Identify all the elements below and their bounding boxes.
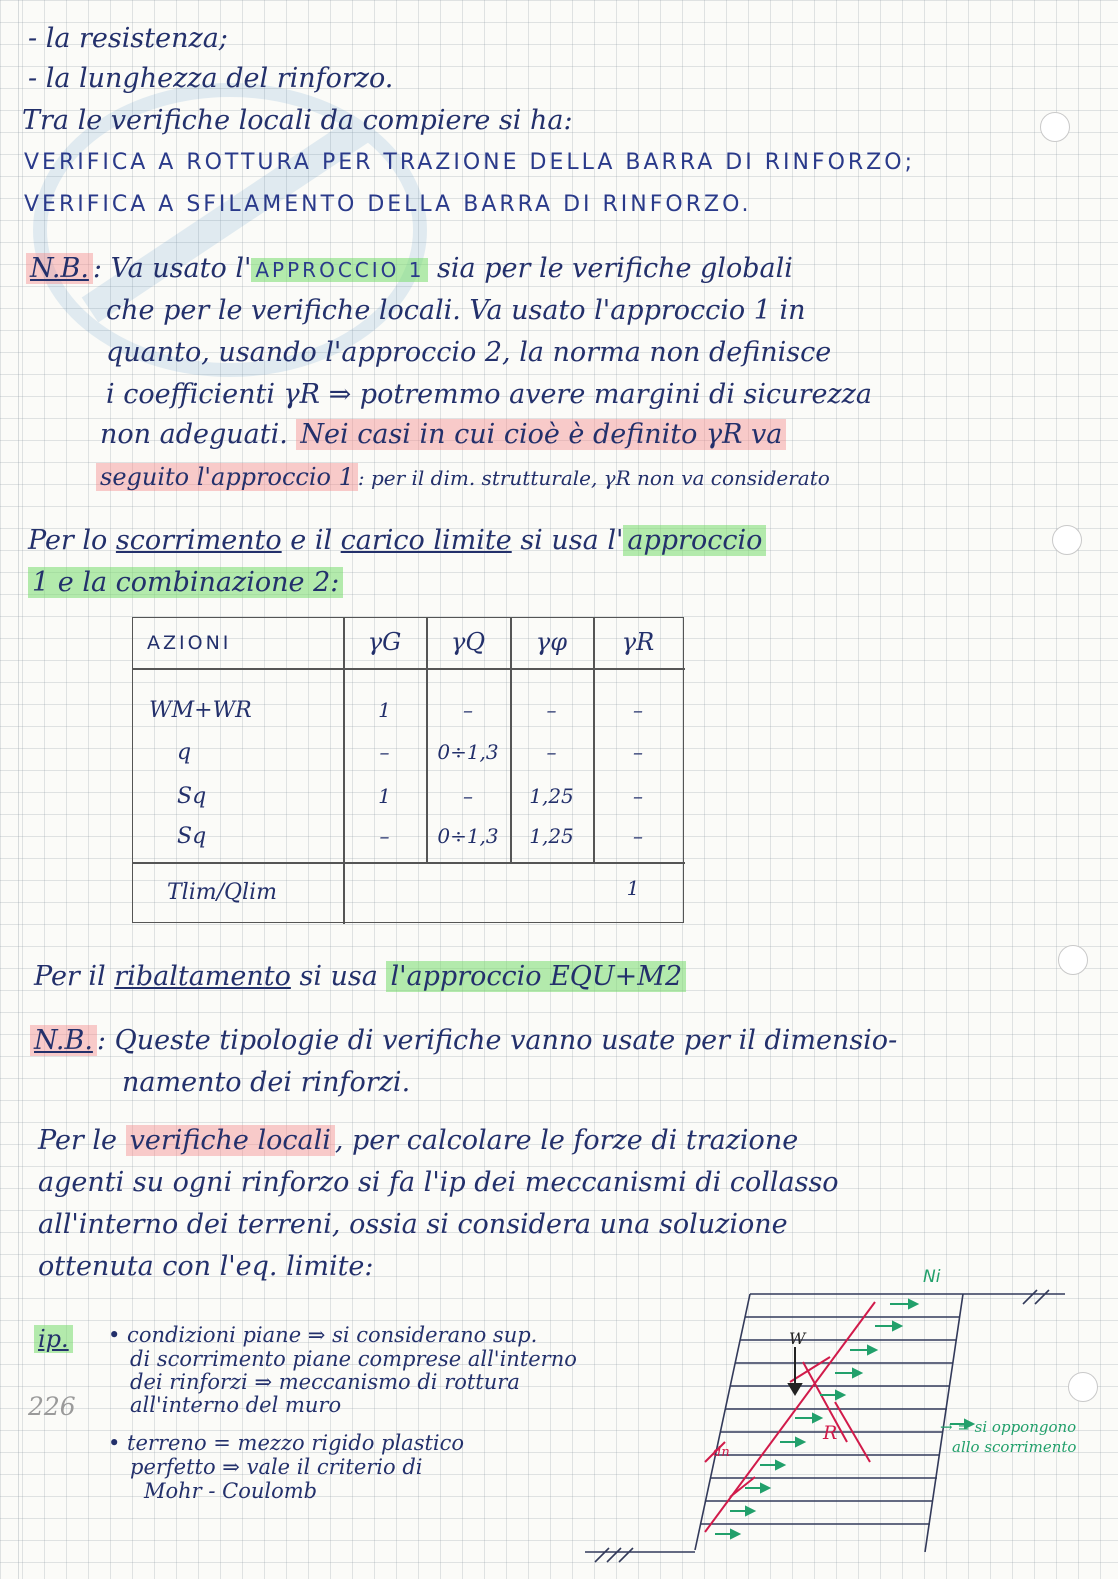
margin-line xyxy=(18,0,19,1579)
nb1-l5-a: non adeguati. xyxy=(100,419,297,450)
nb2-line1 xyxy=(30,1024,897,1058)
ip1-line2: di scorrimento piane comprese all'interno xyxy=(130,1347,577,1371)
header-gamma-r: γR xyxy=(621,628,655,656)
table-hline xyxy=(133,668,685,670)
table-cell: – xyxy=(633,824,643,848)
approccio-1-highlight: APPROCCIO 1 xyxy=(251,258,428,282)
legend-line2: allo scorrimento xyxy=(952,1438,1077,1456)
approccio-highlight: approccio xyxy=(623,525,766,556)
table-cell: – xyxy=(463,784,473,808)
table-cell: 1,25 xyxy=(529,784,574,808)
table-cell: 1 xyxy=(626,876,640,900)
nb2-label: N.B. xyxy=(30,1025,97,1056)
reinforcement-force-arrows xyxy=(715,1300,917,1538)
nb1-l6-b: : per il dim. strutturale, γR non va considerato xyxy=(357,466,830,490)
vl-c: , per calcolare le forze di trazione xyxy=(334,1125,799,1156)
table-cell: – xyxy=(633,740,643,764)
nb1-line1 xyxy=(26,252,793,287)
punch-hole xyxy=(1058,945,1088,975)
ip1-line3: dei rinforzi ⇒ meccanismo di rottura xyxy=(130,1370,520,1394)
nb2-a: : Queste tipologie di verifiche vanno usate per il dimensio- xyxy=(96,1025,898,1056)
ribaltamento-underlined: ribaltamento xyxy=(114,961,291,992)
ip1-line1: • condizioni piane ⇒ si considerano sup. xyxy=(108,1323,538,1347)
ip1-line4: all'interno del muro xyxy=(130,1393,342,1417)
table-cell: – xyxy=(633,698,643,722)
line-resistenza: - la resistenza; xyxy=(28,23,228,54)
table-cell: 0÷1,3 xyxy=(437,740,499,764)
table-cell: Tlim/Qlim xyxy=(167,880,277,905)
ip-label xyxy=(34,1322,73,1356)
line-verifiche-locali: Tra le verifiche locali da compiere si ha: xyxy=(22,105,573,136)
vl-a: Per le xyxy=(38,1125,126,1156)
table-vline xyxy=(343,618,345,924)
table-cell: – xyxy=(633,784,643,808)
sc-a: Per lo xyxy=(28,525,116,556)
header-azioni: AZIONI xyxy=(147,632,232,654)
label-w: W xyxy=(789,1329,806,1348)
table-cell: Sq xyxy=(177,824,207,849)
nb1-text-c: sia per le verifiche globali xyxy=(428,253,793,284)
sc-e: si usa l' xyxy=(511,525,624,556)
punch-hole xyxy=(1040,112,1070,142)
table-cell: q xyxy=(177,740,192,765)
page-number: 226 xyxy=(28,1392,76,1421)
nb2-line2: namento dei rinforzi. xyxy=(122,1067,411,1098)
nb1-line3: quanto, usando l'approccio 2, la norma non definisce xyxy=(106,337,832,368)
header-gamma-phi: γφ xyxy=(535,628,568,656)
rib-a: Per il xyxy=(34,961,115,992)
line-lunghezza: - la lunghezza del rinforzo. xyxy=(28,63,394,94)
verifica-rottura: VERIFICA A ROTTURA PER TRAZIONE DELLA BARRA DI RINFORZO; xyxy=(24,150,915,175)
table-cell: 1 xyxy=(378,784,391,808)
table-cell: – xyxy=(463,698,473,722)
scorrimento-line2 xyxy=(28,566,343,600)
table-cell: – xyxy=(379,740,390,764)
vl-line2: agenti su ogni rinforzo si fa l'ip dei meccanismi di collasso xyxy=(38,1167,839,1198)
table-cell: 1 xyxy=(378,698,391,722)
rib-c: si usa xyxy=(290,961,387,992)
ip2-line2: perfetto ⇒ vale il criterio di xyxy=(130,1455,423,1479)
verifiche-locali-highlight: verifiche locali xyxy=(126,1125,335,1156)
coefficients-table xyxy=(132,617,684,923)
table-cell: 1,25 xyxy=(529,824,574,848)
reinforced-wall-diagram xyxy=(585,1262,1118,1579)
table-cell: Sq xyxy=(177,784,207,809)
ip2-line1: • terreno = mezzo rigido plastico xyxy=(108,1431,465,1455)
table-cell: 0÷1,3 xyxy=(437,824,499,848)
nb1-l5-highlight: Nei casi in cui cioè è definito γR va xyxy=(296,419,786,450)
combinazione-2-highlight: 1 e la combinazione 2: xyxy=(28,567,343,598)
punch-hole xyxy=(1052,525,1082,555)
vl-line1 xyxy=(38,1124,798,1158)
ip-label-highlight: ip. xyxy=(34,1325,73,1353)
scorrimento-underlined: scorrimento xyxy=(115,525,282,556)
vl-line4: ottenuta con l'eq. limite: xyxy=(38,1251,374,1282)
nb1-line5 xyxy=(100,418,786,452)
ip2-line3: Mohr - Coulomb xyxy=(144,1479,318,1503)
weight-arrow xyxy=(789,1347,801,1394)
vl-line3: all'interno dei terreni, ossia si considera una soluzione xyxy=(38,1209,788,1240)
ribaltamento-line xyxy=(34,960,686,994)
table-cell: – xyxy=(546,740,557,764)
label-dn: dn xyxy=(713,1445,730,1460)
approccio-equ-highlight: l'approccio EQU+M2 xyxy=(386,961,686,992)
table-cell: WM+WR xyxy=(149,698,252,723)
header-gamma-g: γG xyxy=(367,628,402,656)
header-gamma-q: γQ xyxy=(450,628,486,656)
nb1-line4: i coefficienti γR ⇒ potremmo avere margini di sicurezza xyxy=(106,379,872,410)
scorrimento-line1 xyxy=(28,524,766,558)
table-cell: – xyxy=(546,698,557,722)
label-ni: Ni xyxy=(923,1267,941,1287)
nb1-line6 xyxy=(96,460,830,495)
nb1-text-a: : Va usato l' xyxy=(92,253,252,284)
nb1-l6-highlight: seguito l'approccio 1 xyxy=(96,463,358,491)
legend-line1: → = si oppongono xyxy=(940,1418,1077,1436)
label-r: R xyxy=(823,1422,838,1444)
nb1-line2: che per le verifiche locali. Va usato l'approccio 1 in xyxy=(106,295,806,326)
table-cell: – xyxy=(379,824,390,848)
table-hline xyxy=(133,862,685,864)
sc-c: e il xyxy=(281,525,341,556)
carico-limite-underlined: carico limite xyxy=(340,525,512,556)
verifica-sfilamento: VERIFICA A SFILAMENTO DELLA BARRA DI RINFORZO. xyxy=(24,192,752,217)
nb1-label: N.B. xyxy=(26,253,93,284)
